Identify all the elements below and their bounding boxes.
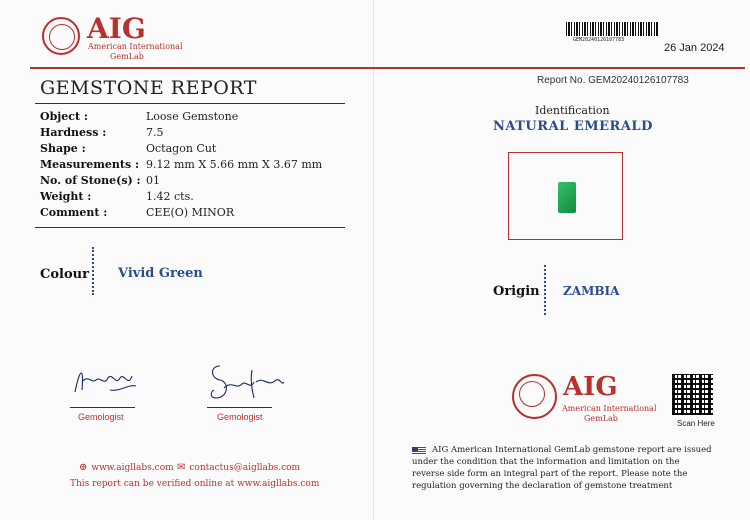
colour-separator xyxy=(92,247,96,295)
fold-line xyxy=(373,0,374,520)
field-label: Hardness : xyxy=(40,126,107,139)
aig-seal-logo-2 xyxy=(512,374,557,419)
identification-label: Identification xyxy=(535,104,610,117)
brand-line1-2: American International xyxy=(562,404,657,413)
aig-seal-logo xyxy=(42,17,80,55)
envelope-icon: ✉ xyxy=(177,462,186,473)
brand-line2: GemLab xyxy=(110,52,144,61)
field-label: Weight : xyxy=(40,190,92,203)
verify-text: This report can be verified online at www.aigllabs.com xyxy=(70,479,320,489)
disclaimer-text: AIG American International GemLab gemstone report are issued under the condition that the information and limitation on the reverse side form an integral part of the report. Please note the regulation governing the declaration of gemstone treatment xyxy=(412,445,712,491)
field-label: Comment : xyxy=(40,206,108,219)
identification-value: NATURAL EMERALD xyxy=(493,119,653,134)
colour-label: Colour xyxy=(40,267,89,282)
gem-photo-frame xyxy=(508,152,623,240)
report-number: Report No. GEM20240126107783 xyxy=(537,75,689,86)
gemologist-label-1: Gemologist xyxy=(78,412,124,422)
barcode xyxy=(566,22,658,36)
website-link[interactable]: www.aigllabs.com xyxy=(91,462,174,473)
sig-line-2 xyxy=(207,407,272,408)
barcode-text: GEM20240126107783 xyxy=(573,37,625,43)
field-value: 7.5 xyxy=(146,126,164,139)
details-rule xyxy=(35,227,345,228)
qr-code[interactable] xyxy=(672,374,713,415)
origin-separator xyxy=(544,265,548,315)
email-link[interactable]: contactus@aigllabs.com xyxy=(189,462,301,473)
scan-label: Scan Here xyxy=(677,419,715,428)
field-value: CEE(O) MINOR xyxy=(146,206,235,219)
origin-value: ZAMBIA xyxy=(563,284,620,298)
field-label: Shape : xyxy=(40,142,86,155)
brand-line2-2: GemLab xyxy=(584,414,618,423)
signature-2 xyxy=(206,360,286,405)
globe-icon: ⊕ xyxy=(79,462,88,473)
title-rule xyxy=(35,103,345,104)
signature-1 xyxy=(70,362,140,400)
field-value: Loose Gemstone xyxy=(146,110,239,123)
brand-line1: American International xyxy=(88,42,183,51)
field-value: Octagon Cut xyxy=(146,142,217,155)
brand-name-2: AIG xyxy=(563,372,618,402)
email-row xyxy=(177,462,300,473)
field-value: 01 xyxy=(146,174,160,187)
colour-value: Vivid Green xyxy=(118,266,203,281)
sig-line-1 xyxy=(70,407,135,408)
website-row xyxy=(79,462,174,473)
emerald-image xyxy=(558,182,576,213)
field-label: No. of Stone(s) : xyxy=(40,174,141,187)
page-title: GEMSTONE REPORT xyxy=(40,77,257,99)
field-label: Object : xyxy=(40,110,88,123)
brand-name: AIG xyxy=(87,12,146,45)
field-value: 1.42 cts. xyxy=(146,190,194,203)
field-value: 9.12 mm X 5.66 mm X 3.67 mm xyxy=(146,158,323,171)
field-label: Measurements : xyxy=(40,158,140,171)
header-rule xyxy=(30,67,745,69)
gemologist-label-2: Gemologist xyxy=(217,412,263,422)
origin-label: Origin xyxy=(493,284,540,299)
report-date: 26 Jan 2024 xyxy=(664,42,725,54)
